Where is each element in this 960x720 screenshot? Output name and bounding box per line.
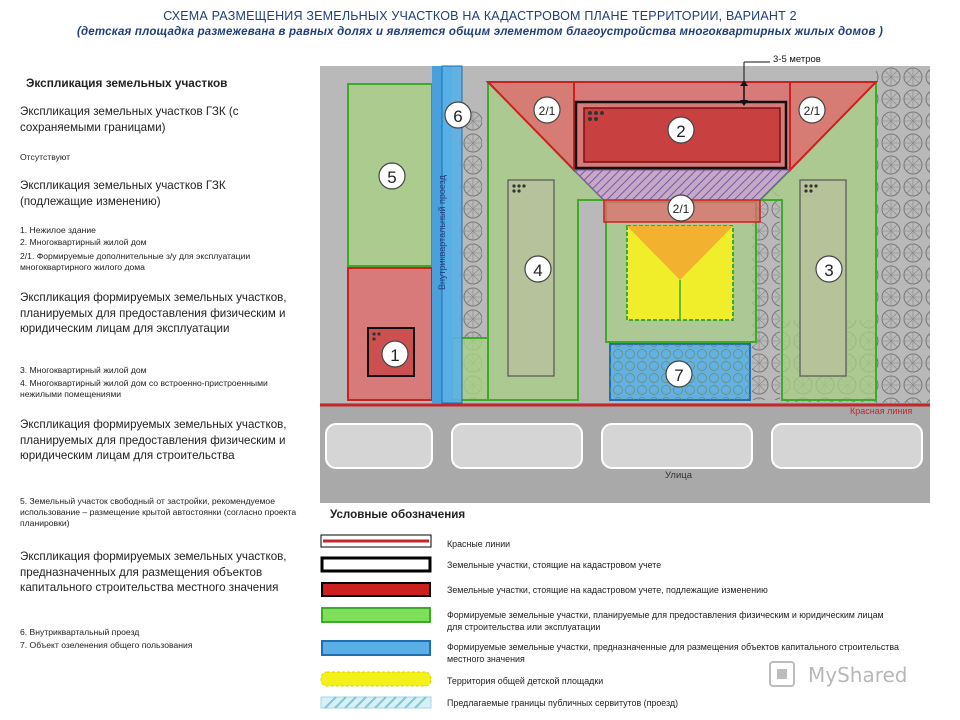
legend-label-capital: Формируемые земельные участки, предназначенные для размещения объектов капитального строительства местного значения: [447, 642, 899, 664]
parcel-label-2-1: 2/1: [803, 104, 821, 118]
legend-swatch-capital: [322, 641, 430, 655]
capital-item: 7. Объект озеленения общего пользования: [20, 640, 193, 650]
page-subtitle: (детская площадка размежевана в равных долях и является общим элементом благоустройства многоквартирных жилых домов ): [76, 26, 884, 38]
parcel-label-6: 6: [453, 107, 463, 126]
parcel-label-4: 4: [533, 261, 543, 280]
watermark-text: MyShared: [808, 663, 908, 687]
dimension-label: 3-5 метров: [773, 54, 821, 65]
legend-swatch-cadastral: [322, 558, 430, 571]
exploit-item: 3. Многоквартирный жилой дом: [20, 365, 147, 375]
gzk-keep-title: Экспликация земельных участков ГЗК (с сохраняемыми границами): [20, 105, 239, 134]
gzk-change-item: 2. Многоквартирный жилой дом: [20, 237, 147, 247]
page-title: СХЕМА РАЗМЕЩЕНИЯ ЗЕМЕЛЬНЫХ УЧАСТКОВ НА КАДАСТРОВОМ ПЛАНЕ ТЕРРИТОРИИ, ВАРИАНТ 2: [163, 9, 797, 23]
gzk-change-item: 1. Нежилое здание: [20, 225, 96, 235]
parcel-label-5: 5: [387, 168, 397, 187]
parcel-label-7: 7: [674, 366, 684, 385]
legend-label-red-line: Красные линии: [447, 539, 511, 549]
exploit-item: 4. Многоквартирный жилой дом со встроенно-пристроенными нежилыми помещениями: [20, 378, 268, 399]
red-line-label: Красная линия: [850, 406, 913, 416]
parcel-label-2: 2: [676, 122, 686, 141]
explication-heading: Экспликация земельных участков: [26, 76, 228, 90]
legend-swatches: [318, 528, 433, 714]
street-island: [772, 424, 922, 468]
trees-east: [876, 66, 930, 403]
street-island: [602, 424, 752, 468]
build-title: Экспликация формируемых земельных участков, планируемых для предоставления физическим и юридическим лицам для строительства: [20, 418, 287, 462]
parcel-label-2-1: 2/1: [538, 104, 556, 118]
legend-label-formed: Формируемые земельные участки, планируемые для предоставления физическим и юридическим лицам для строительства или эксплуатации: [447, 610, 884, 632]
build-item: 5. Земельный участок свободный от застройки, рекомендуемое использование – размещение крытой автостоянки (согласно проекта планировки): [20, 496, 297, 528]
legend-label-to-change: Земельные участки, стоящие на кадастровом учете, подлежащие изменению: [447, 585, 768, 595]
legend-label-playground: Территория общей детской площадки: [447, 676, 604, 686]
gzk-change-item: 2/1. Формируемые дополнительные з/у для эксплуатации многоквартирного жилого дома: [20, 251, 251, 272]
legend-title: Условные обозначения: [330, 508, 466, 521]
legend-swatch-formed: [322, 608, 430, 622]
capital-item: 6. Внутриквартальный проезд: [20, 627, 140, 637]
gzk-change-title: Экспликация земельных участков ГЗК (подлежащие изменению): [20, 179, 226, 208]
parcel-label-1: 1: [390, 346, 400, 365]
street-island: [326, 424, 432, 468]
legend-swatch-playground: [321, 672, 431, 686]
capital-title: Экспликация формируемых земельных участков, предназначенных для размещения объектов капитального строительства местного значения: [20, 550, 287, 594]
exploit-title: Экспликация формируемых земельных участков, планируемых для предоставления физическим и юридическим лицам для эксплуатации: [20, 291, 287, 335]
gzk-keep-value: Отсутствуют: [20, 152, 71, 162]
parcel-label-2-1: 2/1: [672, 202, 690, 216]
street-island: [452, 424, 582, 468]
road-label: Внутриквартальный проезд: [437, 175, 447, 290]
legend-swatch-to-change: [322, 583, 430, 596]
parcel-label-3: 3: [824, 261, 834, 280]
street-label: Улица: [665, 470, 692, 481]
legend-label-cadastral: Земельные участки, стоящие на кадастровом учете: [447, 560, 662, 570]
site-plan: [320, 54, 930, 503]
legend-label-servitude: Предлагаемые границы публичных сервитутов (проезд): [447, 698, 679, 708]
